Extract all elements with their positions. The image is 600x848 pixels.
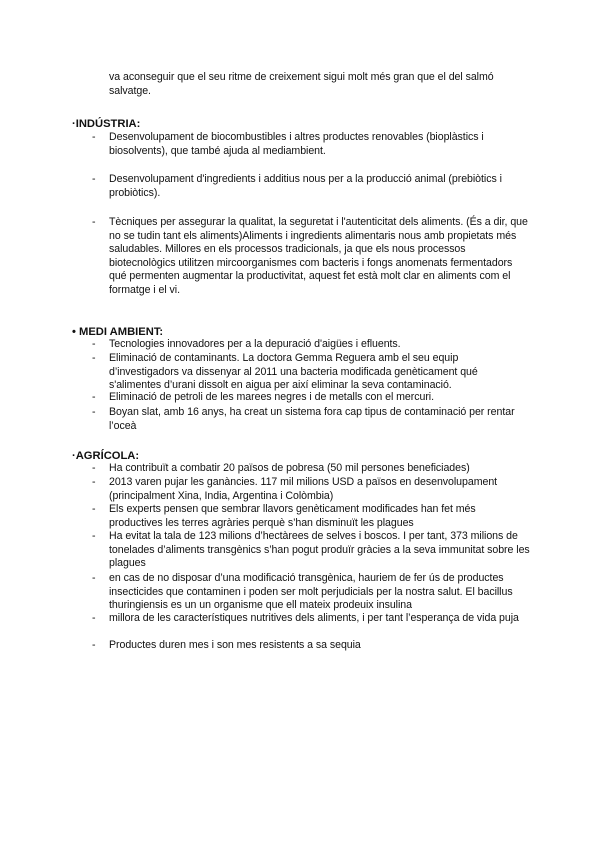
intro-continuation: va aconseguir que el seu ritme de creixement sigui molt més gran que el del salmó salvatge. [109, 71, 494, 97]
list-item-text: Ha contribuït a combatir 20 països de pobresa (50 mil persones beneficiades) [109, 462, 470, 474]
list-item-text: Desenvolupament de biocombustibles i altres productes renovables (bioplàstics i biosolvents), que també ajuda al mediambient. [109, 131, 484, 157]
list-item-text: millora de les característiques nutritives dels aliments, i per tant l’esperança de vida puja [109, 612, 519, 624]
list-item-text: en cas de no disposar d’una modificació transgènica, hauriem de fer ús de productes insecticides que contaminen i poden ser molt perjudicials per la nostra salut. El bacillus thuringiensis es un un organisme que ell mateix prodeuix insulina [109, 572, 513, 612]
heading-medi-ambient: • MEDI AMBIENT: [72, 326, 164, 338]
list-item-text: Tècniques per assegurar la qualitat, la seguretat i l'autenticitat dels aliments. (És a dir, que no se tudin tant els aliments)Aliments i ingredients alimentaris nous amb propietats més saludables. Millores en els processos tradicionals, ja que els nous processos biotecnològics utilitzen mircoorganismes com bacteris i fongs anomenats fermentadors qué permenten augmentar la productivitat, aquest fet està molt clar en aliments com el formatge i el vi. [109, 216, 528, 296]
list-item-text: Els experts pensen que sembrar llavors genèticament modificades han fet més productives les terres agràries perquè s’han disminuït les plagues [109, 503, 476, 529]
list-item-text: Desenvolupament d'ingredients i additius nous per a la producció animal (prebiòtics i probiòtics). [109, 173, 502, 199]
heading-industria: ·INDÚSTRIA: [72, 118, 141, 130]
list-item-text: Productes duren mes i son mes resistents a sa sequia [109, 639, 361, 651]
list-item-text: Ha evitat la tala de 123 milions d’hectàrees de selves i boscos. I per tant, 373 milions de tonelades d’aliments transgènics s’han pogut produïr gràcies a la seva immunitat sobre les plagues [109, 530, 530, 570]
list-item-text: 2013 varen pujar les ganàncies. 117 mil milions USD a països en desenvolupament (principalment Xina, India, Argentina i Colòmbia) [109, 476, 498, 502]
list-item-text: Eliminació de contaminants. La doctora Gemma Reguera amb el seu equip d’investigadors va dissenyar al 2011 una bacteria modificada genèticament qué s'alimentes d’urani dissolt en aigua per així eliminar la seva contaminació. [109, 352, 478, 392]
list-item-text: Eliminació de petroli de les marees negres i de metalls con el mercuri. [109, 391, 435, 403]
list-item-text: Tecnologies innovadores per a la depuració d'aigües i efluents. [109, 338, 401, 350]
heading-agricola: ·AGRÍCOLA: [72, 450, 140, 462]
document-page: va aconseguir que el seu ritme de creixement sigui molt més gran que el del salmó salvatge. ·INDÚSTRIA: - Desenvolupament de biocombustibles i altres productes renovables (bioplàstics i biosolvents), que també ajuda al mediambient. - Desenvolupament d'ingredients i additius nous per a la producció animal (prebiòtics i probiòtics). - Tècniques per assegurar la qualitat, la seguretat i l'autenticitat dels aliments. (És a dir, que no se tudin tant els aliments)Aliments i ingredients alimentaris nous amb propietats més saludables. Millores en els processos tradicionals, ja que els nous processos biotecnològics utilitzen mircoorganismes com bacteris i fongs anomenats fermentadors qué permenten augmentar la productivitat, aquest fet està molt clar en aliments com el formatge i el vi. • MEDI AMBIENT: - Tecnologies innovadores per a la depuració d'aigües i efluents. - Eliminació de contaminants. La doctora Gemma Reguera amb el seu equip d’investigadors va dissenyar al 2011 una bacteria modificada genèticament qué s'alimentes d’urani dissolt en aigua per així eliminar la seva contaminació. - Eliminació de petroli de les marees negres i de metalls con el mercuri. - Boyan slat, amb 16 anys, ha creat un sistema fora cap tipus de contaminació per rentar l’oceà ·AGRÍCOLA: - Ha contribuït a combatir 20 països de pobresa (50 mil persones beneficiades) - 2013 varen pujar les ganàncies. 117 mil milions USD a països en desenvolupament (principalment Xina, India, Argentina i Colòmbia) - Els experts pensen que sembrar llavors genèticament modificades han fet més productives les terres agràries perquè s’han disminuït les plagues - Ha evitat la tala de 123 milions d’hectàrees de selves i boscos. I per tant, 373 milions de tonelades d’aliments transgènics s’han pogut produïr gràcies a la seva immunitat sobre les plagues - en cas de no disposar d’una modificació transgènica, hauriem de fer ús de productes insecticides que contaminen i poden ser molt perjudicials per la nostra salut. El bacillus thuringiensis es un un organisme que ell mateix prodeuix insulina - millora de les característiques nutritives dels aliments, i per tant l’esperança de vida puja - Productes duren mes i son mes resistents a sa sequia [72, 71, 530, 651]
list-item-text: Boyan slat, amb 16 anys, ha creat un sistema fora cap tipus de contaminació per rentar l’oceà [109, 406, 515, 432]
